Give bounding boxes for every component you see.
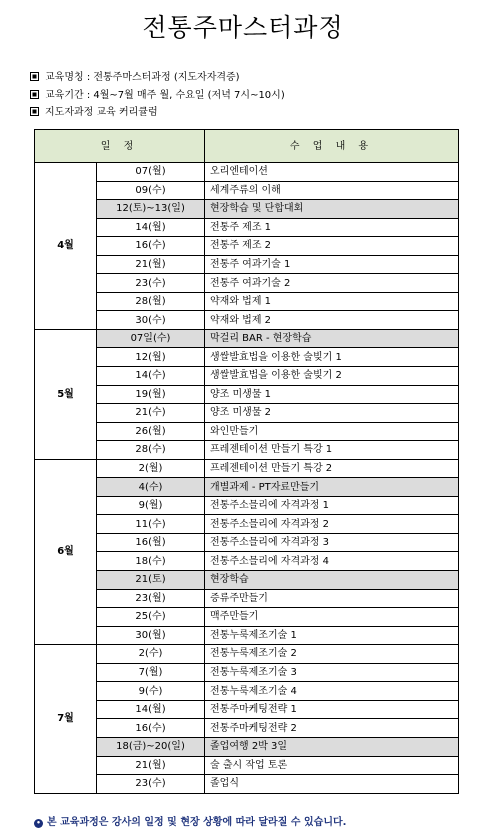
content-cell: 현장학습: [205, 571, 459, 590]
table-row: [35, 478, 459, 497]
date-cell: 12(토)~13(일): [97, 200, 205, 219]
date-cell: 09(수): [97, 181, 205, 200]
table-row: [35, 645, 459, 664]
table-row: [35, 533, 459, 552]
footnote-text: 본 교육과정은 강사의 일정 및 현장 상황에 따라 달라질 수 있습니다.: [47, 817, 347, 828]
info-text: 교육명칭 : 전통주마스터과정 (지도자자격증): [45, 72, 240, 83]
date-cell: 7(월): [97, 663, 205, 682]
content-cell: 술 출시 작업 토론: [205, 756, 459, 775]
date-cell: 16(월): [97, 533, 205, 552]
date-cell: 07일(수): [97, 329, 205, 348]
table-row: [35, 274, 459, 293]
date-cell: 07(월): [97, 163, 205, 182]
table-row: [35, 682, 459, 701]
date-cell: 23(월): [97, 589, 205, 608]
date-cell: 9(월): [97, 496, 205, 515]
date-cell: 2(수): [97, 645, 205, 664]
date-cell: 18(수): [97, 552, 205, 571]
date-cell: 12(월): [97, 348, 205, 367]
date-cell: 26(월): [97, 422, 205, 441]
table-row: [35, 775, 459, 794]
content-cell: 전통주 제조 1: [205, 218, 459, 237]
table-row: [35, 441, 459, 460]
content-cell: 프레젠테이션 만들기 특강 2: [205, 459, 459, 478]
info-line-course-name: [30, 71, 240, 85]
content-cell: 오리엔테이션: [205, 163, 459, 182]
date-cell: 11(수): [97, 515, 205, 534]
date-cell: 2(월): [97, 459, 205, 478]
date-cell: 28(수): [97, 441, 205, 460]
header-schedule: 일 정: [35, 130, 205, 163]
date-cell: 21(수): [97, 404, 205, 423]
table-row: [35, 626, 459, 645]
info-line-period: [30, 89, 285, 103]
date-cell: 14(월): [97, 700, 205, 719]
table-row: [35, 719, 459, 738]
content-cell: 전통주소믈리에 자격과정 3: [205, 533, 459, 552]
table-row: [35, 404, 459, 423]
content-cell: 졸업여행 2박 3일: [205, 737, 459, 756]
content-cell: 증류주만들기: [205, 589, 459, 608]
content-cell: 전통주소믈리에 자격과정 4: [205, 552, 459, 571]
date-cell: 4(수): [97, 478, 205, 497]
table-row: [35, 181, 459, 200]
header-content: 수 업 내 용: [205, 130, 459, 163]
content-cell: 전통주마케팅전략 2: [205, 719, 459, 738]
table-row: [35, 700, 459, 719]
table-row: [35, 737, 459, 756]
content-cell: 전통누룩제조기술 2: [205, 645, 459, 664]
content-cell: 생쌀발효법을 이용한 술빚기 1: [205, 348, 459, 367]
table-row: [35, 163, 459, 182]
content-cell: 전통누룩제조기술 4: [205, 682, 459, 701]
table-row: [35, 552, 459, 571]
table-row: [35, 589, 459, 608]
content-cell: 개별과제 - PT자료만들기: [205, 478, 459, 497]
curriculum-table: [34, 129, 459, 794]
content-cell: 막걸리 BAR - 현장학습: [205, 329, 459, 348]
content-cell: 약재와 법제 1: [205, 292, 459, 311]
table-row: [35, 571, 459, 590]
content-cell: 양조 미생물 1: [205, 385, 459, 404]
content-cell: 전통누룩제조기술 1: [205, 626, 459, 645]
date-cell: 23(수): [97, 775, 205, 794]
table-row: [35, 200, 459, 219]
table-row: [35, 348, 459, 367]
content-cell: 전통주소믈리에 자격과정 1: [205, 496, 459, 515]
date-cell: 19(월): [97, 385, 205, 404]
content-cell: 졸업식: [205, 775, 459, 794]
content-cell: 약재와 법제 2: [205, 311, 459, 330]
content-cell: 프레젠테이션 만들기 특강 1: [205, 441, 459, 460]
date-cell: 21(월): [97, 255, 205, 274]
info-circle-icon: •: [34, 819, 43, 828]
info-text: 지도자과정 교육 커리큘럼: [45, 107, 158, 118]
square-bullet-icon: [30, 90, 39, 99]
content-cell: 맥주만들기: [205, 608, 459, 627]
month-cell: 6월: [35, 459, 97, 644]
table-row: [35, 663, 459, 682]
content-cell: 전통주 제조 2: [205, 237, 459, 256]
month-cell: 7월: [35, 645, 97, 793]
date-cell: 21(토): [97, 571, 205, 590]
table-row: [35, 311, 459, 330]
table-row: [35, 608, 459, 627]
content-cell: 생쌀발효법을 이용한 술빚기 2: [205, 367, 459, 386]
info-line-curriculum: [30, 106, 158, 120]
month-cell: 5월: [35, 329, 97, 459]
page-title: 전통주마스터과정: [142, 13, 344, 42]
date-cell: 21(월): [97, 756, 205, 775]
table-row: [35, 756, 459, 775]
date-cell: 25(수): [97, 608, 205, 627]
date-cell: 14(수): [97, 367, 205, 386]
date-cell: 23(수): [97, 274, 205, 293]
content-cell: 전통누룩제조기술 3: [205, 663, 459, 682]
table-row: [35, 367, 459, 386]
table-row: [35, 329, 459, 348]
date-cell: 9(수): [97, 682, 205, 701]
content-cell: 전통주 여과기술 1: [205, 255, 459, 274]
table-row: [35, 422, 459, 441]
table-header-row: [35, 130, 459, 163]
table-row: [35, 459, 459, 478]
table-row: [35, 292, 459, 311]
info-text: 교육기간 : 4월~7월 매주 월, 수요일 (저녁 7시~10시): [45, 90, 285, 101]
content-cell: 전통주마케팅전략 1: [205, 700, 459, 719]
content-cell: 양조 미생물 2: [205, 404, 459, 423]
date-cell: 28(월): [97, 292, 205, 311]
date-cell: 16(수): [97, 719, 205, 738]
date-cell: 16(수): [97, 237, 205, 256]
content-cell: 와인만들기: [205, 422, 459, 441]
table-row: [35, 255, 459, 274]
table-row: [35, 237, 459, 256]
table-row: [35, 515, 459, 534]
table-body: [35, 163, 459, 794]
square-bullet-icon: [30, 72, 39, 81]
content-cell: 세계주류의 이해: [205, 181, 459, 200]
table-row: [35, 496, 459, 515]
square-bullet-icon: [30, 107, 39, 116]
content-cell: 전통주소믈리에 자격과정 2: [205, 515, 459, 534]
date-cell: 14(월): [97, 218, 205, 237]
date-cell: 30(수): [97, 311, 205, 330]
month-cell: 4월: [35, 163, 97, 330]
date-cell: 30(월): [97, 626, 205, 645]
table-row: [35, 218, 459, 237]
content-cell: 현장학습 및 단합대회: [205, 200, 459, 219]
table-row: [35, 385, 459, 404]
footnote: [34, 813, 346, 828]
content-cell: 전통주 여과기술 2: [205, 274, 459, 293]
date-cell: 18(금)~20(일): [97, 737, 205, 756]
